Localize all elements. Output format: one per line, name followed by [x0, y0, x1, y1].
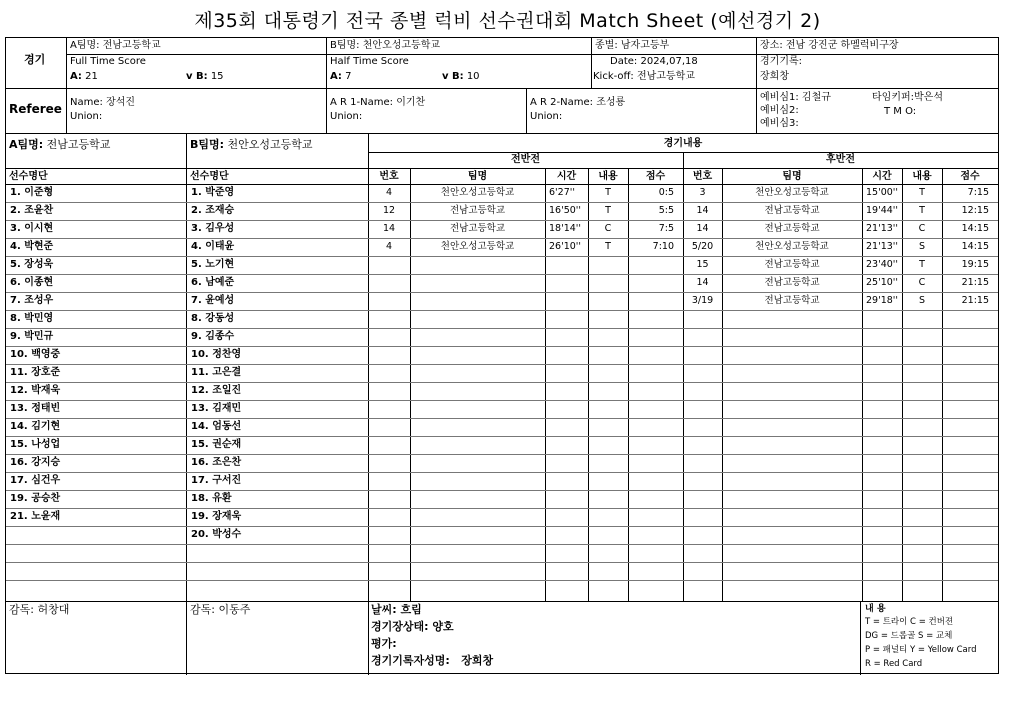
roster-b-player: 14. 엄동선 — [191, 421, 242, 432]
row-line — [6, 436, 998, 437]
second-half-event-no: 3 — [699, 187, 706, 198]
second-half-event-score: 19:15 — [961, 259, 989, 270]
roster-b-player: 17. 구서진 — [191, 475, 242, 486]
roster-a-player: 1. 이준형 — [10, 187, 54, 198]
reserve3-label: 예비심3: — [760, 118, 799, 129]
roster-b-player: 13. 김재민 — [191, 403, 242, 414]
coach-a-name: 허창대 — [37, 603, 70, 616]
second-half-event-no: 5/20 — [691, 241, 714, 252]
roster-b-player: 15. 권순재 — [191, 439, 242, 450]
first-half-col-header: 시간 — [556, 171, 577, 182]
roster-b-team: B팀명: 천안오성고등학교 — [190, 138, 313, 151]
second-half-event-time: 23'40'' — [866, 259, 899, 270]
row-line — [6, 256, 998, 257]
half-time-score-b: v B: 10 — [442, 71, 480, 82]
ar1-union-label: Union: — [330, 111, 363, 122]
second-half-event-no: 14 — [696, 205, 709, 216]
venue-label: 장소: — [760, 40, 783, 51]
first-half-label: 전반전 — [511, 154, 540, 165]
second-half-event-type: C — [918, 223, 926, 234]
first-half-event-score: 7:5 — [658, 223, 674, 234]
row-line — [6, 508, 998, 509]
ht-score-b: 10 — [466, 71, 480, 82]
roster-b-player: 6. 남예준 — [191, 277, 235, 288]
row-line — [6, 310, 998, 311]
second-half-event-type: T — [919, 205, 925, 216]
first-half-event-score: 7:10 — [652, 241, 674, 252]
row-line — [6, 418, 998, 419]
timekeeper-field: 타임키퍼:박은석 — [872, 92, 943, 103]
second-half-event-time: 19'44'' — [866, 205, 899, 216]
second-half-event-no: 3/19 — [691, 295, 714, 306]
first-half-event-team: 전남고등학교 — [449, 223, 506, 234]
roster-a-player: 3. 이시현 — [10, 223, 54, 234]
second-half-event-score: 14:15 — [961, 241, 989, 252]
row-line — [6, 562, 998, 563]
reserve1-name: 김철규 — [801, 92, 831, 103]
ar2-union-label: Union: — [530, 111, 563, 122]
second-half-col-header: 팀명 — [782, 171, 802, 182]
first-half-event-time: 18'14'' — [549, 223, 582, 234]
roster-b-player: 7. 윤예성 — [191, 295, 235, 306]
ft-score-b: 15 — [210, 71, 224, 82]
roster-a-player: 21. 노윤재 — [10, 511, 61, 522]
ar1-name: 이기찬 — [396, 97, 426, 108]
roster-b-player: 16. 조은찬 — [191, 457, 242, 468]
coach-a-field: 감독: 허창대 — [9, 603, 70, 616]
roster-b-player: 3. 김우성 — [191, 223, 235, 234]
second-half-event-type: C — [918, 277, 926, 288]
row-line — [6, 382, 998, 383]
referee-union-label: Union: — [70, 111, 103, 122]
tmo-label: T M O: — [884, 106, 917, 117]
second-half-col-header: 점수 — [960, 171, 980, 182]
reserve2-label: 예비심2: — [760, 105, 799, 116]
recorder-label: 경기기록: — [760, 56, 803, 67]
row-line — [6, 274, 998, 275]
first-half-event-score: 0:5 — [658, 187, 674, 198]
second-half-event-team: 전남고등학교 — [764, 205, 820, 216]
events-section-label: 경기내용 — [663, 138, 703, 149]
legend-item: R = Red Card — [865, 659, 923, 669]
second-half-event-score: 7:15 — [967, 187, 989, 198]
roster-a-player: 5. 장성욱 — [10, 259, 54, 270]
weather-field: 날씨: 흐림 — [371, 603, 422, 616]
first-half-event-no: 14 — [382, 223, 396, 234]
roster-a-player: 16. 강지승 — [10, 457, 61, 468]
roster-b-player: 9. 김종수 — [191, 331, 235, 342]
row-line — [6, 526, 998, 527]
ar2-name: 조성룡 — [596, 97, 626, 108]
roster-a-header: 선수명단 — [9, 171, 48, 182]
row-line — [6, 328, 998, 329]
second-half-col-header: 시간 — [872, 171, 892, 182]
second-half-event-type: S — [918, 295, 926, 306]
row-line — [6, 544, 998, 545]
row-line — [6, 580, 998, 581]
first-half-event-type: T — [605, 187, 611, 198]
roster-a-player: 19. 공승찬 — [10, 493, 61, 504]
writer-field: 경기기록자성명: 장희창 — [371, 654, 494, 667]
kickoff-value: 전남고등학교 — [636, 71, 695, 82]
roster-a-team: A팀명: 전남고등학교 — [9, 138, 111, 151]
second-half-event-type: S — [918, 241, 926, 252]
second-half-event-time: 25'10'' — [866, 277, 899, 288]
first-half-event-type: C — [604, 223, 612, 234]
reserve1-field: 예비심1: 김철규 — [760, 92, 831, 103]
roster-b-player: 2. 조재승 — [191, 205, 235, 216]
first-half-col-header: 내용 — [598, 171, 618, 182]
roster-b-player: 1. 박준영 — [191, 187, 235, 198]
roster-a-player: 7. 조성우 — [10, 295, 54, 306]
coach-b-field: 감독: 이동주 — [190, 603, 251, 616]
roster-b-header: 선수명단 — [190, 171, 229, 182]
roster-b-player: 4. 이태윤 — [191, 241, 235, 252]
roster-b-player: 19. 장재욱 — [191, 511, 242, 522]
roster-a-player: 11. 장호준 — [10, 367, 61, 378]
full-time-score: A: 21 — [70, 71, 98, 82]
legend-item: T = 트라이 C = 컨버젼 — [865, 617, 954, 627]
roster-a-player: 10. 백영중 — [10, 349, 61, 360]
roster-a-player: 6. 이종현 — [10, 277, 54, 288]
first-half-col-header: 번호 — [379, 171, 399, 182]
roster-b-player: 12. 조일진 — [191, 385, 242, 396]
venue-field — [760, 40, 899, 52]
second-half-event-no: 15 — [696, 259, 709, 270]
category-label: 종별: — [595, 40, 618, 51]
row-line — [6, 292, 998, 293]
roster-a-player: 2. 조윤찬 — [10, 205, 54, 216]
referee-label: Referee — [9, 102, 62, 116]
game-label: 경기 — [24, 53, 46, 66]
first-half-event-team: 천안오성고등학교 — [440, 241, 515, 252]
kickoff-label: Kick-off: — [593, 71, 634, 82]
kickoff-field — [593, 71, 695, 83]
ft-score-a: 21 — [85, 71, 98, 82]
half-time-score: A: 7 — [330, 71, 352, 82]
roster-b-player: 18. 유환 — [191, 493, 232, 504]
row-line — [6, 346, 998, 347]
first-half-event-time: 26'10'' — [549, 241, 582, 252]
roster-a-player: 4. 박현준 — [10, 241, 54, 252]
roster-a-player: 9. 박민규 — [10, 331, 54, 342]
ar1-field: A R 1-Name: 이기찬 — [330, 97, 426, 108]
roster-a-player: 14. 김기현 — [10, 421, 61, 432]
team-b-label: B팀명: — [330, 40, 360, 51]
weather-value: 흐림 — [400, 603, 422, 616]
timekeeper-name: 박은석 — [914, 92, 943, 103]
row-line — [6, 400, 998, 401]
second-half-event-no: 14 — [696, 223, 709, 234]
roster-a-player: 8. 박민영 — [10, 313, 54, 324]
writer-name: 장희창 — [461, 654, 494, 667]
second-half-event-time: 21'13'' — [866, 241, 899, 252]
roster-b-player: 10. 정찬영 — [191, 349, 242, 360]
second-half-event-type: T — [919, 187, 925, 198]
first-half-event-no: 4 — [385, 187, 393, 198]
full-time-label: Full Time Score — [70, 56, 146, 67]
row-line — [6, 490, 998, 491]
referee-name: 장석진 — [106, 97, 136, 108]
first-half-event-no: 12 — [382, 205, 396, 216]
evaluation-label: 평가: — [371, 637, 397, 650]
second-half-event-time: 29'18'' — [866, 295, 899, 306]
first-half-col-header: 점수 — [645, 171, 666, 182]
first-half-event-type: T — [605, 205, 611, 216]
date-label: Date: — [610, 56, 638, 67]
roster-a-player: 15. 나성업 — [10, 439, 61, 450]
roster-b-player: 8. 강동성 — [191, 313, 235, 324]
roster-b-player: 5. 노기현 — [191, 259, 235, 270]
row-line — [6, 238, 998, 239]
second-half-col-header: 번호 — [692, 171, 713, 182]
first-half-event-no: 4 — [385, 241, 393, 252]
category-field — [595, 40, 669, 52]
half-time-label: Half Time Score — [330, 56, 409, 67]
field-condition-value: 양호 — [432, 620, 454, 633]
ar2-field: A R 2-Name: 조성룡 — [530, 97, 626, 108]
legend-item: P = 패널티 Y = Yellow Card — [865, 645, 977, 655]
first-half-event-team: 전남고등학교 — [449, 205, 506, 216]
second-half-event-score: 21:15 — [961, 295, 989, 306]
team-a-label: A팀명: — [70, 40, 100, 51]
ht-score-a: 7 — [345, 71, 352, 82]
first-half-event-type: T — [605, 241, 611, 252]
second-half-event-team: 전남고등학교 — [764, 295, 820, 306]
second-half-event-time: 15'00'' — [866, 187, 899, 198]
first-half-col-header: 팀명 — [467, 171, 488, 182]
roster-b-team-name: 천안오성고등학교 — [227, 138, 313, 151]
second-half-event-type: T — [919, 259, 925, 270]
team-b-name: 천안오성고등학교 — [362, 40, 441, 51]
second-half-event-team: 천안오성고등학교 — [755, 241, 829, 252]
first-half-event-time: 6'27'' — [549, 187, 575, 198]
roster-a-player: 17. 심건우 — [10, 475, 61, 486]
roster-b-player: 11. 고은결 — [191, 367, 242, 378]
first-half-event-team: 천안오성고등학교 — [440, 187, 515, 198]
legend-item: DG = 드롭골 S = 교체 — [865, 631, 953, 641]
category-value: 남자고등부 — [620, 40, 670, 51]
second-half-event-team: 천안오성고등학교 — [755, 187, 829, 198]
second-half-event-score: 21:15 — [961, 277, 989, 288]
roster-b-player: 20. 박성수 — [191, 529, 242, 540]
first-half-event-score: 5:5 — [658, 205, 674, 216]
row-line — [6, 454, 998, 455]
second-half-event-score: 14:15 — [961, 223, 989, 234]
second-half-col-header: 내용 — [912, 171, 932, 182]
second-half-event-team: 전남고등학교 — [764, 223, 820, 234]
date-value: 2024,07,18 — [640, 56, 698, 67]
row-line — [6, 364, 998, 365]
legend-title: 내 용 — [865, 604, 886, 614]
recorder-value: 장희창 — [760, 71, 789, 82]
full-time-score-b: v B: 15 — [186, 71, 224, 82]
roster-a-team-name: 전남고등학교 — [46, 138, 111, 151]
second-half-event-no: 14 — [696, 277, 709, 288]
match-sheet — [5, 37, 999, 674]
roster-a-player: 12. 박재욱 — [10, 385, 61, 396]
team-a-field — [70, 40, 161, 52]
venue-value: 전남 강진군 하멜럭비구장 — [785, 40, 899, 51]
roster-a-player: 13. 정태빈 — [10, 403, 61, 414]
team-a-name: 전남고등학교 — [102, 40, 161, 51]
coach-b-name: 이동주 — [218, 603, 251, 616]
referee-name-field: Name: 장석진 — [70, 97, 136, 108]
second-half-event-team: 전남고등학교 — [764, 259, 820, 270]
team-b-field — [330, 40, 440, 52]
first-half-event-time: 16'50'' — [549, 205, 582, 216]
second-half-event-score: 12:15 — [961, 205, 989, 216]
date-field — [610, 56, 698, 68]
row-line — [6, 472, 998, 473]
sheet-title: 제35회 대통령기 전국 종별 럭비 선수권대회 Match Sheet (예선경기 2) — [194, 10, 821, 32]
row-line — [6, 220, 998, 221]
second-half-label: 후반전 — [826, 154, 855, 165]
row-line — [6, 202, 998, 203]
second-half-event-time: 21'13'' — [866, 223, 899, 234]
field-condition-field: 경기장상태: 양호 — [371, 620, 454, 633]
second-half-event-team: 전남고등학교 — [764, 277, 820, 288]
